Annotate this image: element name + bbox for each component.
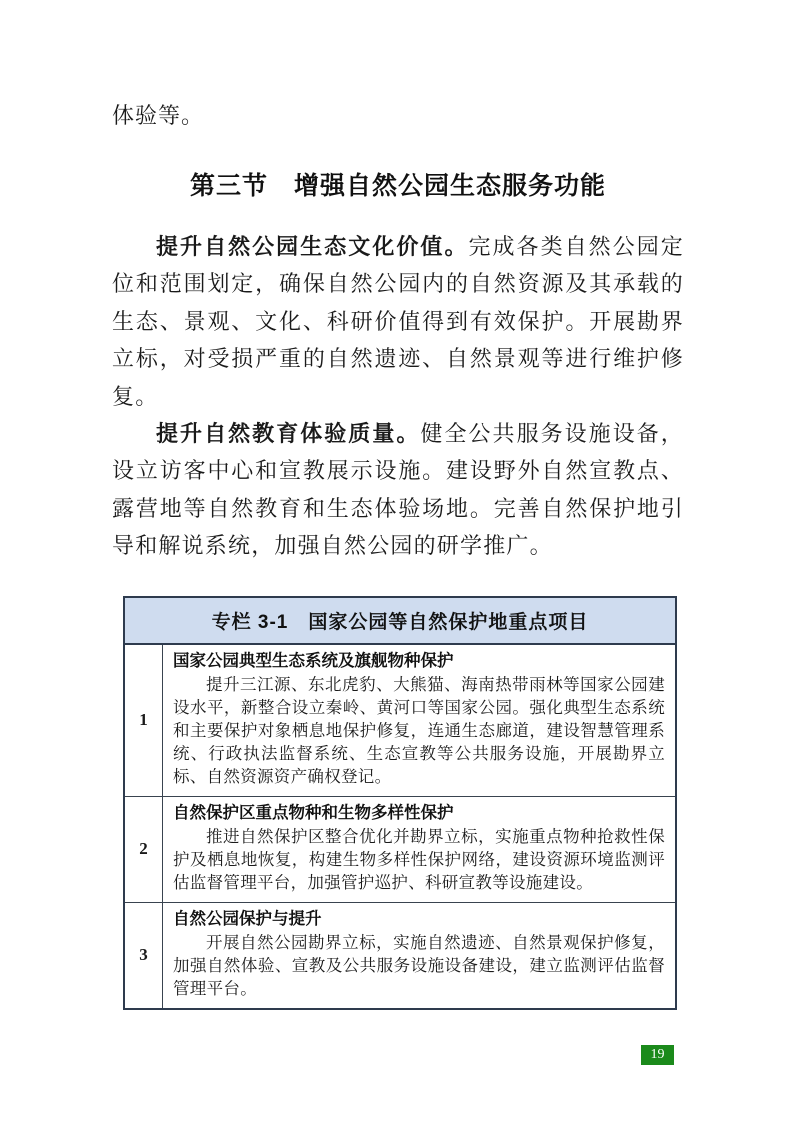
callout-row-3-heading: 自然公园保护与提升 (173, 909, 322, 928)
callout-row-2-number: 2 (125, 797, 163, 902)
paragraph-2-body: 健全公共服务设施设备，设立访客中心和宣教展示设施。建设野外自然宣教点、露营地等自然教育和生态体验场地。完善自然保护地引导和解说系统，加强自然公园的研学推广。 (112, 421, 685, 559)
callout-row-3 (125, 903, 675, 1008)
callout-row-2-heading: 自然保护区重点物种和生物多样性保护 (173, 803, 454, 822)
callout-row-3-number: 3 (125, 903, 163, 1008)
callout-row-1-heading: 国家公园典型生态系统及旗舰物种保护 (173, 651, 454, 670)
callout-row-1-content (163, 645, 675, 796)
page-content (112, 100, 684, 1010)
callout-row-1-number: 1 (125, 645, 163, 796)
paragraph-1-lead: 提升自然公园生态文化价值。 (156, 234, 469, 259)
section-heading: 第三节 增强自然公园生态服务功能 (189, 172, 606, 200)
callout-row-2 (125, 797, 675, 903)
callout-row-3-body: 开展自然公园勘界立标，实施自然遗迹、自然景观保护修复，加强自然体验、宣教及公共服务设施设备建设，建立监测评估监督管理平台。 (173, 932, 665, 998)
callout-row-2-body: 推进自然保护区整合优化并勘界立标，实施重点物种抢救性保护及栖息地恢复，构建生物多样性保护网络，建设资源环境监测评估监督管理平台，加强管护巡护、科研宣教等设施建设。 (173, 826, 665, 892)
callout-box (123, 596, 677, 1010)
callout-box-title: 专栏 3-1 国家公园等自然保护地重点项目 (125, 598, 675, 645)
callout-row-3-content (163, 903, 675, 1008)
paragraph-2-lead: 提升自然教育体验质量。 (156, 421, 421, 447)
callout-row-1 (125, 645, 675, 797)
paragraph-1 (112, 228, 684, 415)
page-number-badge: 19 (641, 1045, 674, 1065)
callout-row-1-body: 提升三江源、东北虎豹、大熊猫、海南热带雨林等国家公园建设水平，新整合设立秦岭、黄河口等国家公园。强化典型生态系统和主要保护对象栖息地保护修复，连通生态廊道，建设智慧管理系统、行政执法监督系统、生态宣教等公共服务设施，开展勘界立标、自然资源资产确权登记。 (173, 674, 665, 786)
carryover-paragraph: 体验等。 (112, 103, 205, 128)
paragraph-2 (112, 415, 684, 565)
paragraph-1-body: 完成各类自然公园定位和范围划定，确保自然公园内的自然资源及其承载的生态、景观、文化、科研价值得到有效保护。开展勘界立标，对受损严重的自然遗迹、自然景观等进行维护修复。 (112, 234, 684, 409)
callout-row-2-content (163, 797, 675, 902)
